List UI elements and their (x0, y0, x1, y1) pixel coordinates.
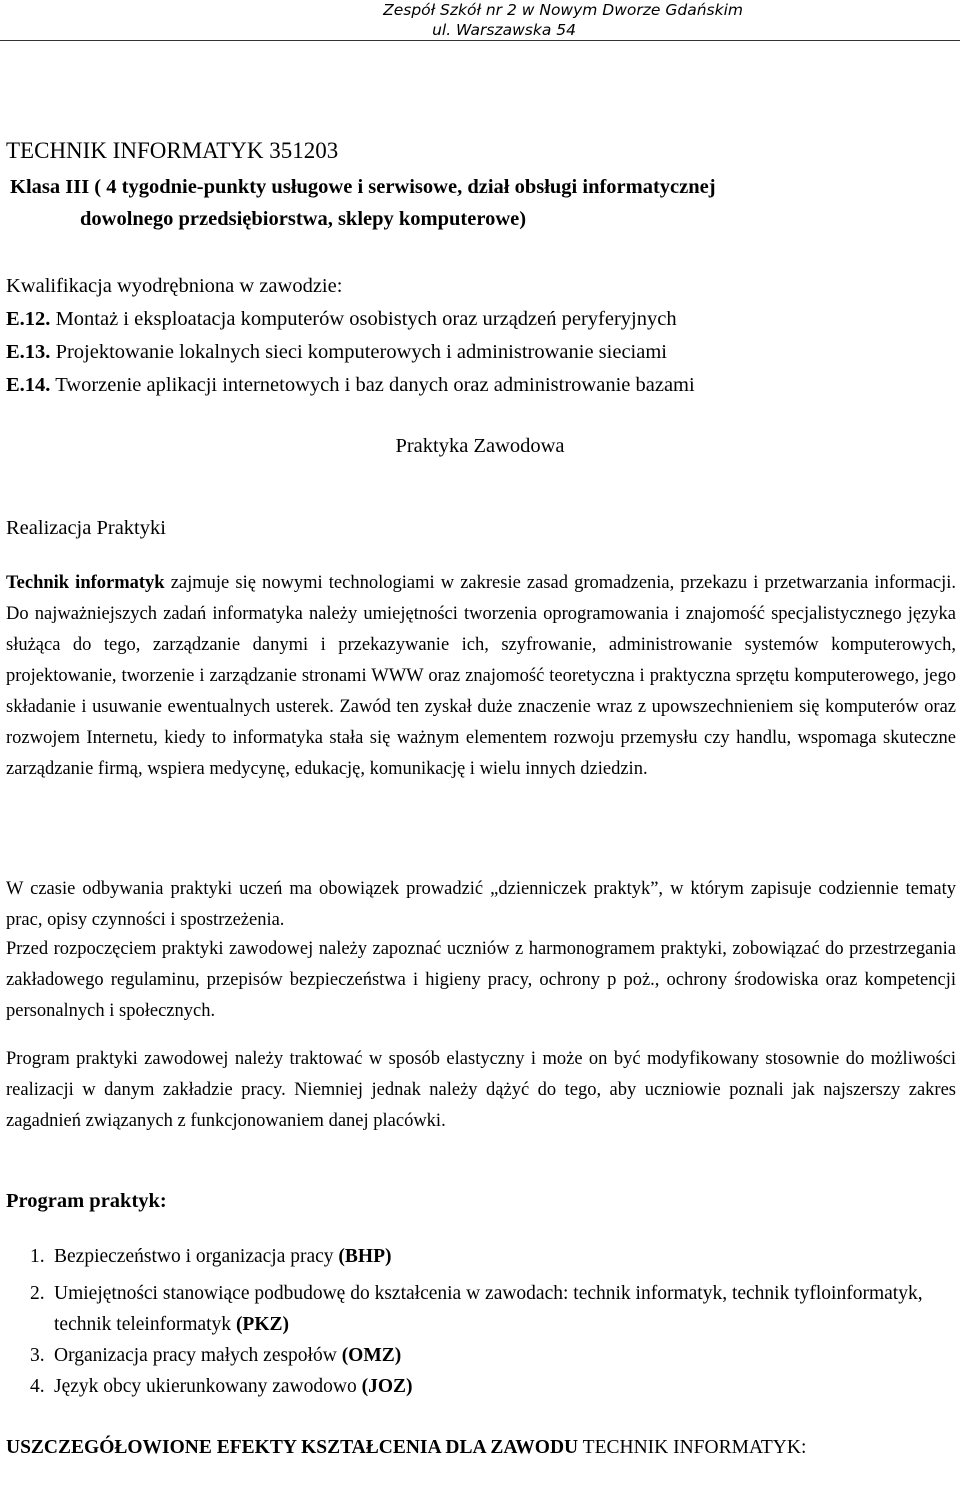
list-number: 4. (30, 1376, 45, 1397)
program-heading: Program praktyk: (6, 1190, 167, 1212)
paragraph-technik-description (6, 568, 956, 785)
list-item (30, 1241, 950, 1272)
learning-outcomes-rest: TECHNIK INFORMATYK: (578, 1437, 807, 1458)
qualifications-section (6, 270, 956, 402)
paragraph-dzienniczek: W czasie odbywania praktyki uczeń ma obowiązek prowadzić „dzienniczek praktyk”, w którym zapisuje codziennie tematy prac, opisy czynności i spostrzeżenia. (6, 879, 956, 930)
list-text: Język obcy ukierunkowany zawodowo (54, 1376, 362, 1397)
list-number: 3. (30, 1345, 45, 1366)
list-text: Bezpieczeństwo i organizacja pracy (54, 1246, 339, 1267)
list-code: (PKZ) (235, 1314, 290, 1335)
list-code: (JOZ) (361, 1376, 413, 1397)
qualification-item (6, 369, 956, 402)
learning-outcomes-bold: USZCZEGÓŁOWIONE EFEKTY KSZTAŁCENIA DLA ZAWODU (6, 1437, 579, 1458)
qualification-code: E.13. (6, 341, 51, 363)
header-divider (0, 40, 960, 41)
qualification-item (6, 336, 956, 369)
section-heading-realizacja: Realizacja Praktyki (6, 517, 166, 539)
class-line-1: Klasa III ( 4 tygodnie-punkty usługowe i serwisowe, dział obsługi informatycznej (10, 176, 716, 198)
paragraph-bold-lead: Technik informatyk (6, 573, 165, 593)
paragraph-text: zajmuje się nowymi technologiami w zakresie zasad gromadzenia, przekazu i przetwarzania informacji. Do najważniejszych zadań informatyka należy umiejętności tworzenia oprogramowania i znajomość specjalistycznego języka służąca do tego, zarządzanie danymi i przekazywanie ich, szyfrowanie, administrowanie systemów komputerowych, projektowanie, tworzenie i zarządzanie stronami WWW oraz znajomość teoretyczna i praktyczna sprzętu komputerowego, jego składanie i usuwanie ewentualnych usterek. Zawód ten zyskał duże znaczenie wraz z upowszechnieniem się komputerów oraz rozwojem Internetu, kiedy to informatyka stała się ważnym elementem rozwoju przemysłu czy handlu, wspomaga skuteczne zarządzanie firmą, wspiera medycynę, edukację, komunikację i wielu innych dziedzin. (6, 573, 956, 779)
paragraph-przed-rozpoczeciem: Przed rozpoczęciem praktyki zawodowej należy zapoznać uczniów z harmonogramem praktyki, zobowiązać do przestrzegania zakładowego regulaminu, przepisów bezpieczeństwa i higieny pracy, ochrony p poż., ochrony środowiska oraz kompetencji personalnych i społecznych. (6, 939, 956, 1021)
program-list (30, 1241, 950, 1402)
qualifications-heading: Kwalifikacja wyodrębniona w zawodzie: (6, 275, 343, 297)
qualification-code: E.14. (6, 374, 51, 396)
qualification-code: E.12. (6, 308, 51, 330)
list-item (30, 1371, 950, 1402)
class-description (10, 171, 950, 235)
page-title: TECHNIK INFORMATYK 351203 (6, 138, 339, 163)
list-item (30, 1340, 950, 1371)
list-item (30, 1278, 950, 1340)
list-code: (BHP) (338, 1246, 392, 1267)
qualification-text: Projektowanie lokalnych sieci komputerowych i administrowanie sieciami (50, 341, 667, 363)
qualification-text: Tworzenie aplikacji internetowych i baz danych oraz administrowanie bazami (50, 374, 695, 396)
learning-outcomes-heading (6, 1432, 956, 1463)
section-title-praktyka: Praktyka Zawodowa (395, 435, 565, 457)
document-header (0, 0, 960, 42)
paragraph-program-elastyczny: Program praktyki zawodowej należy traktować w sposób elastyczny i może on być modyfikowany stosownie do możliwości realizacji w danym zakładzie pracy. Niemniej jednak należy dążyć do tego, aby uczniowie poznali jak najszerszy zakres zagadnień związanych z funkcjonowaniem danej placówki. (6, 1049, 956, 1131)
school-address: ul. Warszawska 54 (432, 21, 576, 39)
school-name: Zespół Szkół nr 2 w Nowym Dworze Gdańskim (383, 1, 743, 19)
list-code: (OMZ) (341, 1345, 402, 1366)
list-number: 1. (30, 1246, 45, 1267)
qualification-text: Montaż i eksploatacja komputerów osobistych oraz urządzeń peryferyjnych (50, 308, 677, 330)
qualification-item (6, 303, 956, 336)
list-text: Umiejętności stanowiące podbudowę do kształcenia w zawodach: technik informatyk, technik tyfloinformatyk, technik teleinformatyk (54, 1283, 923, 1335)
class-line-2: dowolnego przedsiębiorstwa, sklepy komputerowe) (80, 208, 527, 230)
list-number: 2. (30, 1283, 45, 1304)
list-text: Organizacja pracy małych zespołów (54, 1345, 342, 1366)
